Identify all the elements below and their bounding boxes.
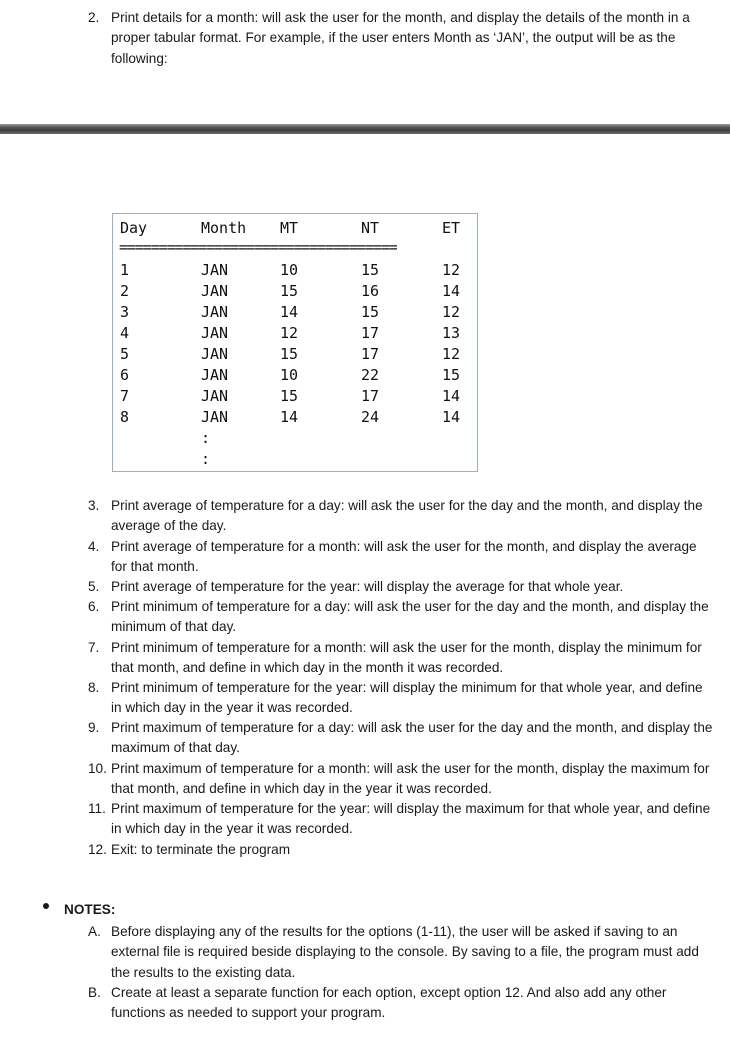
list-item-text: Print average of temperature for a day: will ask the user for the day and the month, and display the average of the day. [111, 498, 703, 534]
cell-month: JAN [201, 408, 229, 426]
list-item-10 [88, 759, 713, 800]
cell-month: JAN [201, 324, 229, 342]
cell-nt: 24 [361, 408, 380, 426]
cell-mt: 15 [280, 387, 299, 405]
header-month: Month [201, 219, 247, 237]
cell-et: 14 [442, 408, 461, 426]
cell-day: 8 [120, 408, 130, 426]
header-et: ET [442, 219, 461, 237]
cell-nt: 17 [361, 387, 380, 405]
cell-et: 14 [442, 387, 461, 405]
list-item-text: Print average of temperature for a month: will ask the user for the month, and display the average for that month. [111, 539, 697, 575]
cell-month: JAN [201, 303, 229, 321]
cell-mt: 15 [280, 345, 299, 363]
cell-month: JAN [201, 282, 229, 300]
list-item-text: Print minimum of temperature for a month: will ask the user for the month, display the minimum for that month, and define in which day in the month it was recorded. [111, 640, 702, 676]
cell-mt: 12 [280, 324, 299, 342]
list-item-number: 3. [88, 498, 100, 513]
cell-et: 14 [442, 282, 461, 300]
header-day: Day [120, 219, 148, 237]
list-item-text: Exit: to terminate the program [111, 842, 291, 857]
header-separator: =================================== [119, 238, 397, 256]
list-item-number: 9. [88, 720, 100, 735]
ellipsis-line: : [201, 429, 211, 447]
list-item-5 [88, 577, 713, 597]
list-item-4 [88, 537, 713, 578]
cell-month: JAN [201, 366, 229, 384]
cell-mt: 15 [280, 282, 299, 300]
list-item-6 [88, 597, 713, 638]
cell-mt: 10 [280, 261, 299, 279]
list-item-number: 8. [88, 680, 100, 695]
list-item-3 [88, 496, 713, 537]
cell-et: 15 [442, 366, 461, 384]
cell-month: JAN [201, 387, 229, 405]
list-item-number: 2. [88, 10, 100, 25]
cell-nt: 17 [361, 324, 380, 342]
note-item-a [88, 922, 713, 983]
cell-day: 6 [120, 366, 130, 384]
list-item-11 [88, 799, 713, 840]
list-item-text: Print maximum of temperature for a month: will ask the user for the month, display the maximum for that month, and define in which day in the year it was recorded. [111, 761, 710, 797]
list-item-12 [88, 840, 713, 860]
list-item-8 [88, 678, 713, 719]
list-item-number: 10. [88, 761, 107, 776]
note-text: Before displaying any of the results for the options (1-11), the user will be asked if saving to an external file is required beside displaying to the console. By saving to a file, the program must add the results to the existing data. [111, 924, 699, 980]
list-item-text: Print details for a month: will ask the user for the month, and display the details of the month in a proper tabular format. For example, if the user enters Month as ‘JAN’, the output will be as the following: [111, 10, 690, 66]
cell-mt: 14 [280, 303, 299, 321]
cell-mt: 10 [280, 366, 299, 384]
cell-mt: 14 [280, 408, 299, 426]
cell-day: 2 [120, 282, 130, 300]
note-text: Create at least a separate function for each option, except option 12. And also add any other functions as needed to support your program. [111, 985, 667, 1021]
list-item-7 [88, 638, 713, 679]
ellipsis-line: : [201, 450, 211, 468]
list-item-text: Print maximum of temperature for a day: will ask the user for the day and the month, and display the maximum of that day. [111, 720, 713, 756]
notes-title: NOTES: [64, 902, 116, 917]
cell-day: 1 [120, 261, 130, 279]
list-item-number: 5. [88, 579, 100, 594]
cell-nt: 15 [361, 261, 380, 279]
list-item-2 [88, 8, 713, 69]
cell-et: 13 [442, 324, 461, 342]
header-nt: NT [361, 219, 380, 237]
note-item-b [88, 983, 713, 1024]
bullet-icon [43, 903, 49, 909]
list-item-number: 11. [88, 801, 106, 816]
cell-et: 12 [442, 345, 461, 363]
list-item-text: Print minimum of temperature for the year: will display the minimum for that whole year, and define in which day in the year it was recorded. [111, 680, 703, 716]
cell-day: 7 [120, 387, 130, 405]
list-item-text: Print average of temperature for the year: will display the average for that whole year. [111, 579, 624, 594]
cell-nt: 15 [361, 303, 380, 321]
header-mt: MT [280, 219, 299, 237]
cell-nt: 17 [361, 345, 380, 363]
list-item-number: 12. [88, 842, 107, 857]
cell-day: 5 [120, 345, 130, 363]
cell-nt: 16 [361, 282, 380, 300]
console-output-table [112, 213, 478, 472]
page-divider [0, 124, 730, 134]
note-letter: A. [88, 924, 101, 939]
list-item-9 [88, 718, 713, 759]
cell-day: 4 [120, 324, 130, 342]
cell-day: 3 [120, 303, 130, 321]
cell-nt: 22 [361, 366, 380, 384]
cell-et: 12 [442, 261, 461, 279]
note-letter: B. [88, 985, 101, 1000]
list-item-number: 6. [88, 599, 100, 614]
cell-month: JAN [201, 345, 229, 363]
list-item-number: 4. [88, 539, 100, 554]
list-item-text: Print maximum of temperature for the year: will display the maximum for that whole year, and define in which day in the year it was recorded. [111, 801, 711, 837]
cell-month: JAN [201, 261, 229, 279]
list-item-number: 7. [88, 640, 100, 655]
list-item-text: Print minimum of temperature for a day: will ask the user for the day and the month, and display the minimum of that day. [111, 599, 709, 635]
cell-et: 12 [442, 303, 461, 321]
